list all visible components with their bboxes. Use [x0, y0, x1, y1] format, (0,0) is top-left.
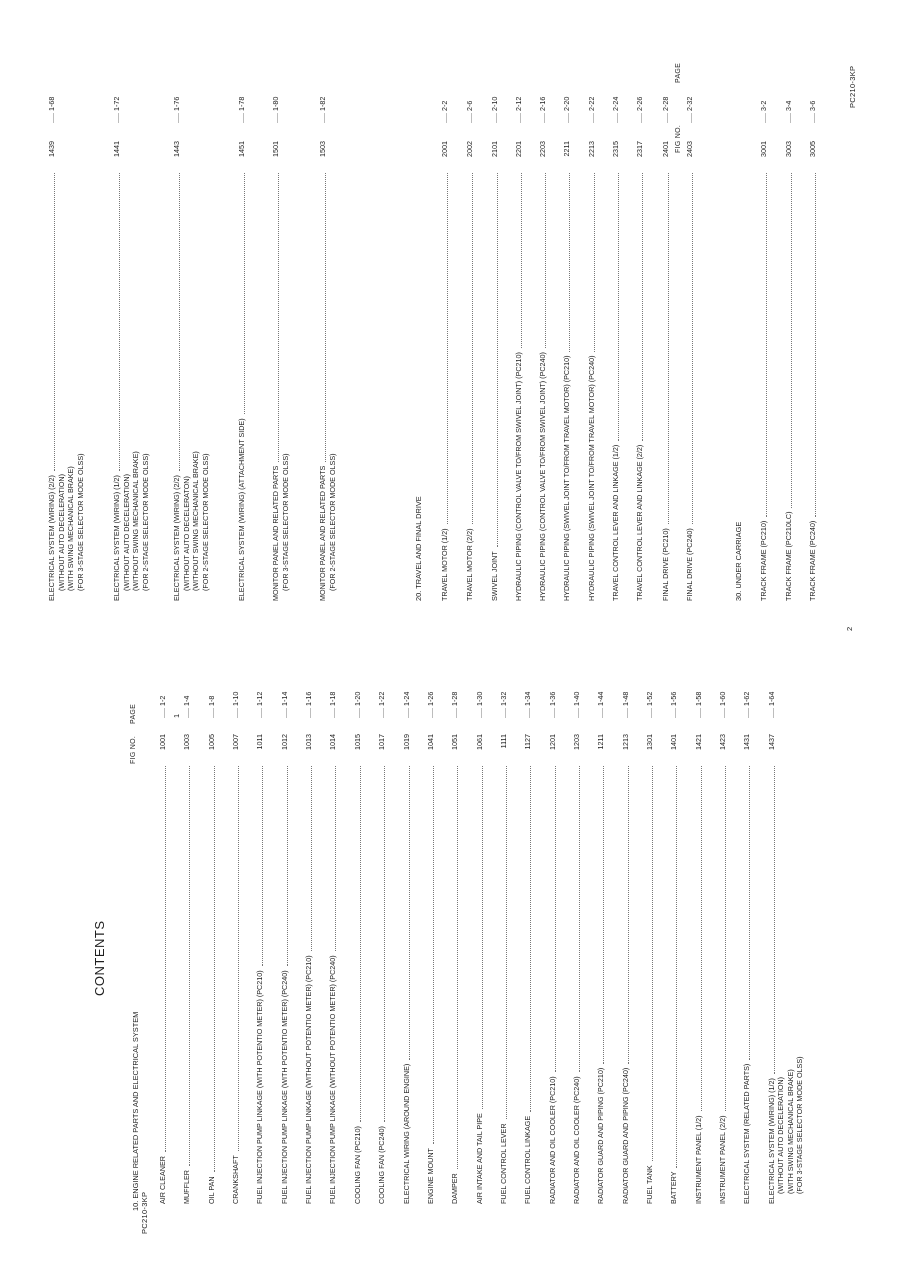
toc-entry-fig-no: 1011 — [255, 734, 265, 750]
left-column — [0, 643, 909, 1286]
toc-entry-page: ..... 2-22 — [587, 96, 596, 123]
toc-entry-page: ..... 1-4 — [182, 695, 192, 718]
toc-entry-fig-no: 1431 — [742, 734, 752, 750]
toc-entry-fig-no: 2101 — [490, 141, 499, 157]
fig-no-header-right: FIG NO. — [675, 124, 682, 153]
toc-entry-page: ..... 1-20 — [352, 691, 362, 718]
toc-entry-fig-no: 2317 — [635, 141, 644, 157]
toc-entry-fig-no: 2403 — [685, 141, 694, 157]
toc-entry-label: TRAVEL CONTROL LEVER AND LINKAGE (2/2) — [635, 444, 644, 601]
toc-entry-page: ..... 1-14 — [279, 691, 289, 718]
toc-entry-subnote: (WITHOUT AUTO DECELERATION) — [56, 473, 66, 591]
section-30-heading: 30. UNDER CARRIAGE — [734, 521, 743, 601]
toc-entry-label: FUEL TANK — [645, 1165, 654, 1204]
toc-entry-page: ..... 1-36 — [547, 691, 557, 718]
toc-leader-dots — [497, 766, 507, 1119]
toc-entry-page: ..... 1-76 — [172, 96, 181, 123]
section-10-heading: 10. ENGINE RELATED PARTS AND ELECTRICAL SYSTEM — [131, 1011, 140, 1211]
toc-leader-dots — [253, 766, 263, 966]
toc-leader-dots — [619, 766, 629, 1064]
toc-entry-fig-no: 2315 — [611, 141, 620, 157]
toc-leader-dots — [643, 766, 653, 1161]
toc-leader-dots — [229, 766, 239, 1151]
toc-entry-label: OIL PAN — [206, 1176, 216, 1204]
toc-entry-fig-no: 1001 — [158, 734, 167, 750]
toc-leader-dots — [473, 766, 483, 1109]
toc-entry-fig-no: 1201 — [547, 734, 557, 750]
toc-leader-dots — [156, 766, 166, 1152]
toc-entry-page: ..... 1-44 — [596, 691, 606, 718]
toc-entry-label: HYDRAULIC PIPING (SWIVEL JOINT TO/FROM TRAVEL MOTOR) (PC240) — [587, 355, 596, 601]
toc-entry-label: FUEL INJECTION PUMP LINKAGE (WITH POTENTIO METER) (PC210) — [255, 970, 265, 1204]
toc-leader-dots — [205, 766, 215, 1172]
toc-entry-page: ..... 2-32 — [685, 96, 694, 123]
toc-leader-dots — [316, 173, 326, 462]
toc-entry-page: ..... 1-30 — [474, 691, 484, 718]
toc-entry-page: ..... 1-48 — [620, 691, 630, 718]
toc-entry-subnote: (FOR 2-STAGE SELECTOR MODE OLSS) — [327, 453, 337, 591]
toc-entry-fig-no: 1015 — [352, 734, 362, 750]
toc-entry-label: COOLING FAN (PC210) — [352, 1126, 362, 1204]
toc-entry-fig-no: 1503 — [318, 141, 327, 157]
toc-leader-dots — [782, 173, 792, 508]
toc-entry-label: ENGINE MOUNT — [425, 1148, 435, 1204]
toc-entry-fig-no: 1213 — [620, 734, 630, 750]
toc-entry-fig-no: 1439 — [47, 141, 56, 157]
toc-leader-dots — [269, 173, 279, 462]
toc-entry-label: ELECTRICAL SYSTEM (WIRING) (2/2) — [47, 475, 56, 601]
toc-leader-dots — [448, 766, 458, 1169]
toc-leader-dots — [488, 173, 498, 547]
toc-entry-label: ELECTRICAL SYSTEM (WIRING) (ATTACHMENT SIDE) — [237, 418, 246, 601]
toc-entry-page: ..... 3-4 — [784, 100, 793, 123]
toc-entry-subnote: (WITH SWING MECHANICAL BRAKE) — [785, 1069, 795, 1194]
toc-entry-subnote: (WITHOUT AUTO DECELERATION) — [776, 1076, 786, 1194]
toc-entry-page: ..... 2-12 — [514, 96, 523, 123]
toc-entry-label: TRAVEL MOTOR (2/2) — [465, 528, 474, 601]
toc-entry-label: MONITOR PANEL AND RELATED PARTS — [271, 465, 280, 601]
toc-entry-page: ..... 2-2 — [440, 100, 449, 123]
toc-entry-label: FINAL DRIVE (PC240) — [685, 528, 694, 601]
toc-entry-fig-no: 1041 — [425, 734, 435, 750]
toc-entry-label: FUEL INJECTION PUMP LINKAGE (WITHOUT POTENTIO METER) (PC210) — [304, 955, 314, 1204]
toc-entry-page: ..... 2-10 — [490, 96, 499, 123]
toc-leader-dots — [633, 173, 643, 441]
toc-entry-subnote: (FOR 3-STAGE SELECTOR MODE OLSS) — [795, 1056, 805, 1194]
toc-entry-fig-no: 2002 — [465, 141, 474, 157]
toc-entry-label: INSTRUMENT PANEL (1/2) — [693, 1115, 703, 1204]
toc-entry-page: ..... 1-64 — [766, 691, 776, 718]
toc-entry-label: INSTRUMENT PANEL (2/2) — [718, 1115, 728, 1204]
toc-entry-label: TRACK FRAME (PC210LC) — [784, 511, 793, 601]
toc-leader-dots — [180, 766, 190, 1166]
toc-leader-dots — [667, 766, 677, 1168]
toc-entry-subnote: (WITHOUT AUTO DECELERATION) — [121, 473, 131, 591]
toc-leader-dots — [278, 766, 288, 966]
toc-entry-fig-no: 2401 — [661, 141, 670, 157]
toc-entry-fig-no: 1061 — [474, 734, 484, 750]
toc-entry-page: ..... 1-82 — [318, 96, 327, 123]
toc-entry-label: FUEL CONTROL LINKAGE — [523, 1115, 533, 1204]
toc-entry-fig-no: 1501 — [271, 141, 280, 157]
toc-entry-label: ELECTRICAL SYSTEM (RELATED PARTS) — [742, 1063, 752, 1204]
toc-leader-dots — [806, 173, 816, 517]
toc-entry-page: ..... 1-8 — [206, 695, 216, 718]
toc-leader-dots — [110, 173, 120, 471]
toc-entry-label: FUEL INJECTION PUMP LINKAGE (WITH POTENTIO METER) (PC240) — [279, 970, 289, 1204]
toc-entry-fig-no: 1051 — [450, 734, 460, 750]
toc-leader-dots — [546, 766, 556, 1072]
toc-entry-label: ELECTRICAL SYSTEM (WIRING) (2/2) — [172, 475, 181, 601]
toc-leader-dots — [351, 766, 361, 1122]
toc-entry-fig-no: 1017 — [377, 734, 387, 750]
toc-leader-dots — [609, 173, 619, 441]
toc-entry-page: ..... 1-18 — [328, 691, 338, 718]
toc-entry-fig-no: 2211 — [562, 141, 571, 157]
toc-leader-dots — [683, 173, 693, 524]
toc-entry-subnote: (WITHOUT AUTO DECELERATON) — [181, 476, 191, 591]
toc-entry-page: ..... 1-28 — [450, 691, 460, 718]
toc-entry-label: AIR INTAKE AND TAIL PIPE — [474, 1113, 484, 1204]
toc-entry-fig-no: 2203 — [538, 141, 547, 157]
toc-entry-page: ..... 3-6 — [808, 100, 817, 123]
toc-leader-dots — [400, 766, 410, 1060]
toc-entry-page: ..... 1-34 — [523, 691, 533, 718]
toc-entry-fig-no: 1012 — [279, 734, 289, 750]
toc-entry-page: ..... 1-2 — [158, 695, 167, 718]
toc-entry-page: ..... 1-16 — [304, 691, 314, 718]
toc-entry-label: HYDRAULIC PIPING (CONTROL VALVE TO/FROM SWIVEL JOINT) (PC240) — [538, 352, 547, 601]
toc-entry-fig-no: 1203 — [571, 734, 581, 750]
toc-entry-fig-no: 1421 — [693, 734, 703, 750]
toc-entry-label: TRACK FRAME (PC210) — [759, 520, 768, 601]
toc-leader-dots — [560, 173, 570, 352]
toc-entry-page: ..... 1-80 — [271, 96, 280, 123]
toc-entry-label: DAMPER — [450, 1173, 460, 1204]
toc-leader-dots — [716, 766, 726, 1111]
toc-leader-dots — [302, 766, 312, 951]
section-20-heading: 20. TRAVEL AND FINAL DRIVE — [414, 496, 423, 601]
toc-leader-dots — [594, 766, 604, 1064]
toc-entry-fig-no: 1003 — [182, 734, 192, 750]
toc-entry-subnote: (FOR 3-STAGE SELECTOR MODE OLSS) — [75, 453, 85, 591]
page-title: CONTENTS — [92, 920, 107, 996]
toc-entry-page: ..... 1-52 — [645, 691, 654, 718]
toc-leader-dots — [740, 766, 750, 1060]
toc-entry-fig-no: 3005 — [808, 141, 817, 157]
left-footer-model: PC210-3KP — [140, 1191, 149, 1234]
toc-entry-fig-no: 1111 — [498, 734, 508, 749]
right-footer-page: 2 — [845, 626, 854, 631]
toc-entry-subnote: (WITHOUT SWING MECHANICAL BRAKE) — [191, 451, 200, 591]
toc-entry-fig-no: 2201 — [514, 141, 523, 157]
left-footer-page: 1 — [172, 713, 181, 718]
toc-entry-fig-no: 1437 — [766, 734, 776, 750]
toc-entry-page: ..... 1-40 — [571, 691, 581, 718]
toc-entry-page: ..... 2-24 — [611, 96, 620, 123]
toc-leader-dots — [424, 766, 434, 1144]
toc-entry-label: COOLING FAN (PC240) — [377, 1126, 387, 1204]
toc-entry-subnote: (WITH SWING MECHANICAL BRAKE) — [66, 466, 75, 591]
toc-leader-dots — [235, 173, 245, 414]
toc-entry-label: AIR CLEANER — [158, 1156, 167, 1204]
toc-entry-page: ..... 1-10 — [231, 691, 241, 718]
toc-leader-dots — [757, 173, 767, 517]
toc-entry-label: HYDRAULIC PIPING (CONTROL VALVE TO/FROM SWIVEL JOINT) (PC210) — [514, 352, 523, 601]
toc-entry-fig-no: 1013 — [304, 734, 314, 750]
toc-leader-dots — [438, 173, 448, 524]
toc-entry-label: RADIATOR GUARD AND PIPING (PC240) — [620, 1067, 630, 1204]
toc-leader-dots — [170, 173, 180, 471]
toc-entry-page: ..... 1-62 — [742, 691, 752, 718]
toc-entry-label: RADIATOR AND OIL COOLER (PC210) — [547, 1076, 557, 1204]
toc-entry-fig-no: 3003 — [784, 141, 793, 157]
toc-entry-label: RADIATOR GUARD AND PIPING (PC210) — [596, 1067, 606, 1204]
toc-entry-label: ELECTRICAL SYSTEM (WIRING) (1/2) — [112, 475, 121, 601]
toc-leader-dots — [536, 173, 546, 348]
toc-entry-fig-no: 1211 — [596, 734, 606, 750]
toc-entry-page: ..... 2-26 — [635, 96, 644, 123]
fig-no-header: FIG NO. — [130, 735, 137, 764]
toc-entry-label: TRAVEL CONTROL LEVER AND LINKAGE (1/2) — [611, 444, 620, 601]
toc-entry-page: ..... 2-16 — [538, 96, 547, 123]
page-header: PAGE — [130, 703, 137, 724]
toc-entry-label: CRANKSHAFT — [231, 1155, 241, 1204]
toc-entry-page: ..... 1-22 — [377, 691, 387, 718]
toc-leader-dots — [692, 766, 702, 1111]
toc-leader-dots — [570, 766, 580, 1072]
toc-entry-subnote: (FOR 2-STAGE SELECTOR MODE OLSS) — [140, 453, 150, 591]
toc-entry-label: FUEL CONTROL LEVER — [498, 1123, 508, 1204]
toc-entry-page: ..... 1-32 — [498, 691, 508, 718]
toc-entry-fig-no: 1301 — [645, 734, 654, 750]
toc-entry-subnote: (FOR 3-STAGE SELECTOR MODE OLSS) — [280, 453, 290, 591]
toc-leader-dots — [659, 173, 669, 524]
toc-entry-label: TRAVEL MOTOR (1/2) — [440, 528, 449, 601]
toc-entry-label: FINAL DRIVE (PC210) — [661, 528, 670, 601]
toc-entry-page: ..... 2-28 — [661, 96, 670, 123]
toc-entry-label: ELECTRICAL SYSTEM (WIRING) (1/2) — [766, 1078, 776, 1204]
toc-entry-label: MONITOR PANEL AND RELATED PARTS — [318, 465, 327, 601]
toc-entry-fig-no: 1443 — [172, 141, 181, 157]
page-header-right: PAGE — [675, 62, 682, 83]
toc-entry-page: ..... 3-2 — [759, 100, 768, 123]
toc-entry-page: ..... 1-78 — [237, 96, 246, 123]
toc-entry-page: ..... 2-6 — [465, 100, 474, 123]
toc-entry-label: RADIATOR AND OIL COOLER (PC240) — [571, 1076, 581, 1204]
toc-leader-dots — [765, 766, 775, 1074]
toc-entry-label: MUFFLER — [182, 1170, 192, 1204]
toc-leader-dots — [375, 766, 385, 1122]
toc-entry-label: FUEL INJECTION PUMP LINKAGE (WITHOUT POTENTIO METER) (PC240) — [328, 955, 338, 1204]
toc-entry-fig-no: 1441 — [112, 141, 121, 157]
toc-leader-dots — [521, 766, 531, 1112]
toc-entry-page: ..... 1-26 — [425, 691, 435, 718]
toc-leader-dots — [512, 173, 522, 348]
toc-entry-fig-no: 1005 — [206, 734, 216, 750]
toc-entry-fig-no: 1007 — [231, 734, 241, 750]
right-footer-model: PC210-3KP — [848, 65, 857, 108]
toc-entry-page: ..... 1-72 — [112, 96, 121, 123]
toc-entry-page: ..... 1-58 — [693, 691, 703, 718]
toc-leader-dots — [45, 173, 55, 471]
toc-leader-dots — [463, 173, 473, 524]
toc-entry-fig-no: 1423 — [718, 734, 728, 750]
toc-entry-label: TRACK FRAME (PC240) — [808, 520, 817, 601]
toc-entry-label: ELECTRICAL WIRING (AROUND ENGINE) — [401, 1063, 411, 1204]
toc-entry-page: ..... 1-68 — [47, 96, 56, 123]
toc-entry-fig-no: 1127 — [523, 734, 533, 750]
toc-entry-page: ..... 1-24 — [401, 691, 411, 718]
toc-entry-page: ..... 1-60 — [718, 691, 728, 718]
toc-entry-fig-no: 1401 — [669, 734, 679, 750]
toc-entry-subnote: (FOR 2-STAGE SELECTOR MODE OLSS) — [200, 453, 210, 591]
toc-entry-subnote: (WITHOUT SWING MECHANICAL BRAKE) — [131, 451, 140, 591]
toc-entry-page: ..... 1-56 — [669, 691, 679, 718]
toc-entry-label: HYDRAULIC PIPING (SWIVEL JOINT TO/FROM TRAVEL MOTOR) (PC210) — [562, 355, 571, 601]
toc-entry-label: SWIVEL JOINT — [490, 551, 499, 601]
toc-entry-fig-no: 2001 — [440, 141, 449, 157]
toc-entry-page: ..... 1-12 — [255, 691, 265, 718]
toc-entry-fig-no: 1451 — [237, 141, 246, 157]
toc-entry-fig-no: 1019 — [401, 734, 411, 750]
toc-entry-fig-no: 2213 — [587, 141, 596, 157]
toc-leader-dots — [326, 766, 336, 951]
toc-leader-dots — [585, 173, 595, 352]
toc-entry-fig-no: 3001 — [759, 141, 768, 157]
toc-entry-page: ..... 2-20 — [562, 96, 571, 123]
toc-entry-label: BATTERY — [669, 1171, 679, 1204]
toc-entry-fig-no: 1014 — [328, 734, 338, 750]
